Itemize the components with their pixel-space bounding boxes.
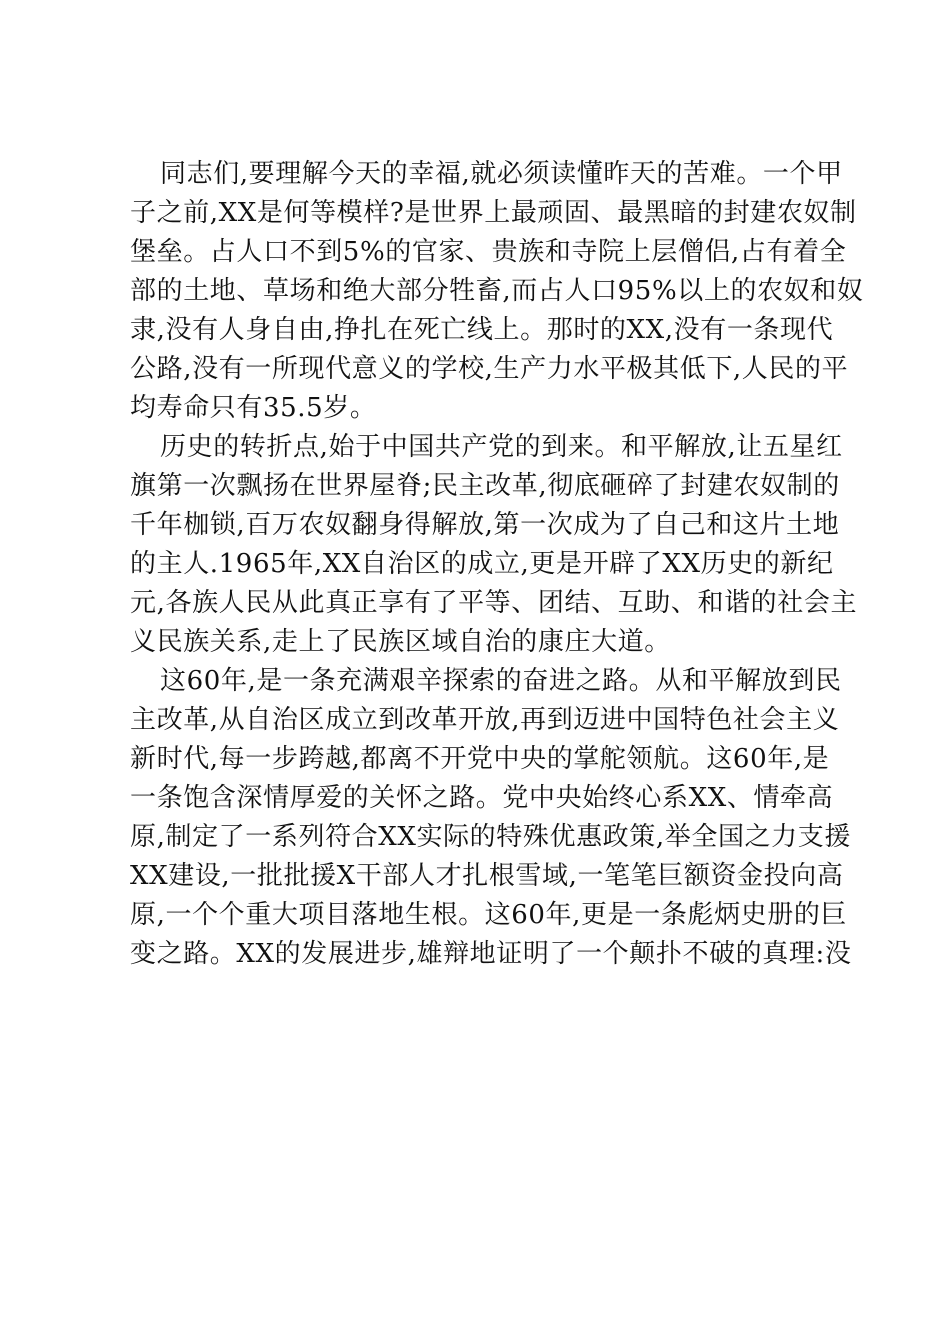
text-line: 公路,没有一所现代意义的学校,生产力水平极其低下,人民的平 (130, 354, 849, 384)
text-line: 义民族关系,走上了民族区域自治的康庄大道。 (130, 627, 671, 657)
text-line: 旗第一次飘扬在世界屋脊;民主改革,彻底砸碎了封建农奴制的 (130, 471, 840, 501)
text-line: 堡垒。占人口不到5%的官家、贵族和寺院上层僧侣,占有着全 (130, 237, 847, 267)
text-line: 变之路。XX的发展进步,雄辩地证明了一个颠扑不破的真理:没 (130, 939, 852, 969)
text-line: 隶,没有人身自由,挣扎在死亡线上。那时的XX,没有一条现代 (130, 315, 834, 345)
text-line: 的主人.1965年,XX自治区的成立,更是开辟了XX历史的新纪 (130, 549, 834, 579)
text-line: 一条饱含深情厚爱的关怀之路。党中央始终心系XX、情牵高 (130, 783, 834, 813)
paragraph-2 (130, 428, 858, 662)
text-line: 元,各族人民从此真正享有了平等、团结、互助、和谐的社会主 (130, 588, 858, 618)
text-line: 千年枷锁,百万农奴翻身得解放,第一次成为了自己和这片土地 (130, 510, 840, 540)
text-line: 这60年,是一条充满艰辛探索的奋进之路。从和平解放到民 (160, 666, 842, 696)
text-line: 子之前,XX是何等模样?是世界上最顽固、最黑暗的封建农奴制 (130, 198, 857, 228)
text-line: 新时代,每一步跨越,都离不开党中央的掌舵领航。这60年,是 (130, 744, 830, 774)
text-line: 原,制定了一系列符合XX实际的特殊优惠政策,举全国之力支援 (130, 822, 851, 852)
text-line: 部的土地、草场和绝大部分牲畜,而占人口95%以上的农奴和奴 (130, 276, 864, 306)
paragraph-3 (130, 662, 852, 974)
text-line: 原,一个个重大项目落地生根。这60年,更是一条彪炳史册的巨 (130, 900, 848, 930)
text-line: 同志们,要理解今天的幸福,就必须读懂昨天的苦难。一个甲 (160, 159, 843, 189)
text-line: 主改革,从自治区成立到改革开放,再到迈进中国特色社会主义 (130, 705, 840, 735)
text-line: 均寿命只有35.5岁。 (130, 393, 377, 423)
text-line: XX建设,一批批援X干部人才扎根雪域,一笔笔巨额资金投向高 (130, 861, 844, 891)
body-text (130, 155, 864, 974)
text-line: 历史的转折点,始于中国共产党的到来。和平解放,让五星红 (160, 432, 843, 462)
paragraph-1 (130, 155, 864, 428)
